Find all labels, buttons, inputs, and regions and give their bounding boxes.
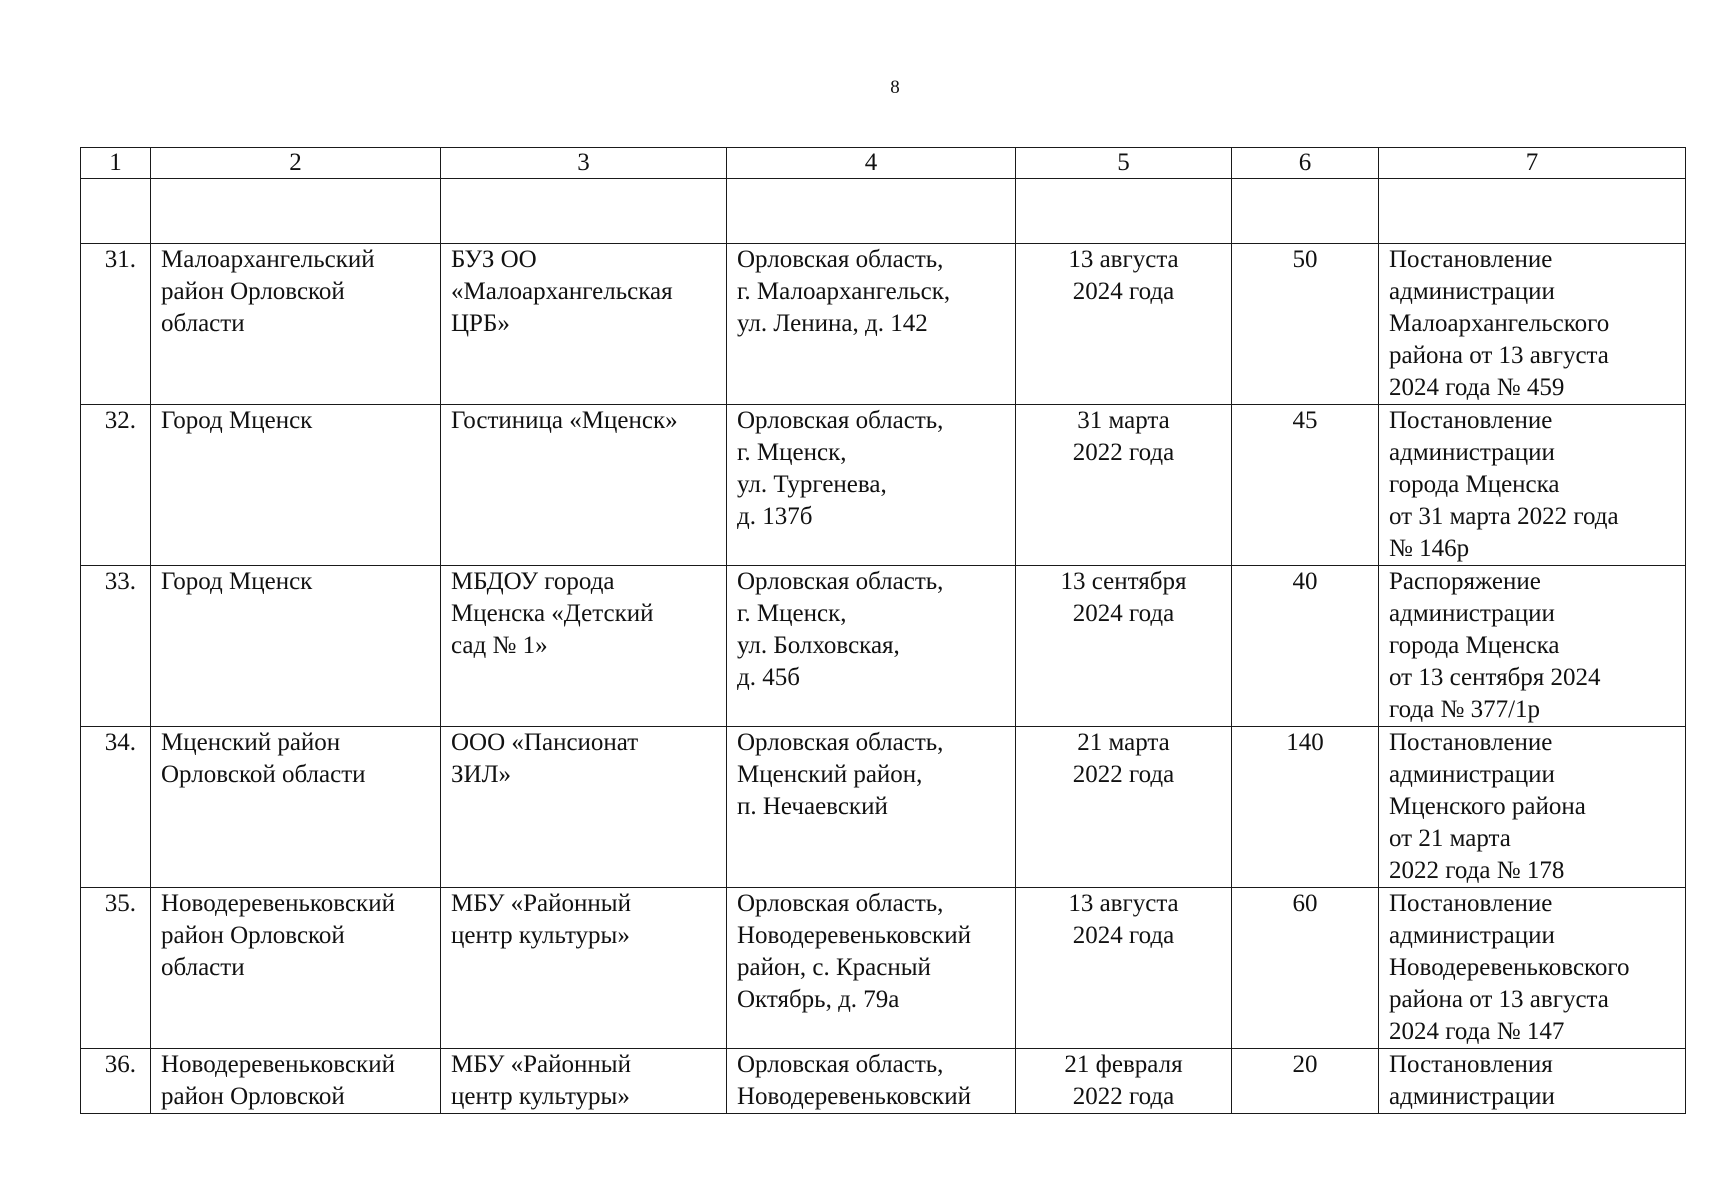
- column-number: 5: [1016, 148, 1232, 179]
- empty-row: [81, 179, 1686, 244]
- organization-cell: БУЗ ОО «Малоархангельская ЦРБ»: [441, 244, 727, 405]
- table-row: [81, 244, 1686, 405]
- address-cell: Орловская область, Новодеревеньковский: [727, 1049, 1016, 1114]
- column-number: 4: [727, 148, 1016, 179]
- document-cell: Постановление администрации Мценского района от 21 марта 2022 года № 178: [1379, 727, 1686, 888]
- address-cell: Орловская область, г. Мценск, ул. Болховская, д. 45б: [727, 566, 1016, 727]
- places-cell: 20: [1232, 1049, 1379, 1114]
- date-cell: 13 августа 2024 года: [1016, 244, 1232, 405]
- date-cell: 13 сентября 2024 года: [1016, 566, 1232, 727]
- row-number: 36.: [81, 1049, 151, 1114]
- places-cell: 50: [1232, 244, 1379, 405]
- date-cell: 31 марта 2022 года: [1016, 405, 1232, 566]
- municipality-cell: Новодеревеньковский район Орловской области: [151, 888, 441, 1049]
- places-cell: 140: [1232, 727, 1379, 888]
- organization-cell: МБДОУ города Мценска «Детский сад № 1»: [441, 566, 727, 727]
- table-row: [81, 405, 1686, 566]
- municipality-cell: Город Мценск: [151, 566, 441, 727]
- municipality-cell: Мценский район Орловской области: [151, 727, 441, 888]
- column-number: 7: [1379, 148, 1686, 179]
- organization-cell: МБУ «Районный центр культуры»: [441, 888, 727, 1049]
- column-number: 1: [81, 148, 151, 179]
- row-number: 33.: [81, 566, 151, 727]
- date-cell: 13 августа 2024 года: [1016, 888, 1232, 1049]
- address-cell: Орловская область, г. Мценск, ул. Тургенева, д. 137б: [727, 405, 1016, 566]
- row-number: 35.: [81, 888, 151, 1049]
- row-number: 32.: [81, 405, 151, 566]
- column-number: 3: [441, 148, 727, 179]
- empty-cell: [1016, 179, 1232, 244]
- table-row: [81, 888, 1686, 1049]
- address-cell: Орловская область, Мценский район, п. Нечаевский: [727, 727, 1016, 888]
- empty-cell: [151, 179, 441, 244]
- table-row: [81, 727, 1686, 888]
- places-cell: 40: [1232, 566, 1379, 727]
- table-row: [81, 1049, 1686, 1114]
- document-cell: Постановление администрации города Мценска от 31 марта 2022 года № 146р: [1379, 405, 1686, 566]
- municipality-cell: Новодеревеньковский район Орловской: [151, 1049, 441, 1114]
- column-number-row: [81, 148, 1686, 179]
- empty-cell: [441, 179, 727, 244]
- places-cell: 45: [1232, 405, 1379, 566]
- organization-cell: Гостиница «Мценск»: [441, 405, 727, 566]
- page-number: 8: [890, 77, 900, 98]
- date-cell: 21 марта 2022 года: [1016, 727, 1232, 888]
- table-row: [81, 566, 1686, 727]
- address-cell: Орловская область, г. Малоархангельск, ул. Ленина, д. 142: [727, 244, 1016, 405]
- empty-cell: [727, 179, 1016, 244]
- row-number: 34.: [81, 727, 151, 888]
- empty-cell: [1379, 179, 1686, 244]
- places-cell: 60: [1232, 888, 1379, 1049]
- date-cell: 21 февраля 2022 года: [1016, 1049, 1232, 1114]
- column-number: 2: [151, 148, 441, 179]
- column-number: 6: [1232, 148, 1379, 179]
- municipality-cell: Город Мценск: [151, 405, 441, 566]
- address-cell: Орловская область, Новодеревеньковский район, с. Красный Октябрь, д. 79а: [727, 888, 1016, 1049]
- empty-cell: [81, 179, 151, 244]
- municipality-cell: Малоархангельский район Орловской области: [151, 244, 441, 405]
- organization-cell: МБУ «Районный центр культуры»: [441, 1049, 727, 1114]
- document-cell: Распоряжение администрации города Мценска от 13 сентября 2024 года № 377/1р: [1379, 566, 1686, 727]
- document-cell: Постановление администрации Малоархангельского района от 13 августа 2024 года № 459: [1379, 244, 1686, 405]
- organization-cell: ООО «Пансионат ЗИЛ»: [441, 727, 727, 888]
- empty-cell: [1232, 179, 1379, 244]
- document-cell: Постановления администрации: [1379, 1049, 1686, 1114]
- registry-table: [80, 147, 1686, 1114]
- document-cell: Постановление администрации Новодеревеньковского района от 13 августа 2024 года № 147: [1379, 888, 1686, 1049]
- row-number: 31.: [81, 244, 151, 405]
